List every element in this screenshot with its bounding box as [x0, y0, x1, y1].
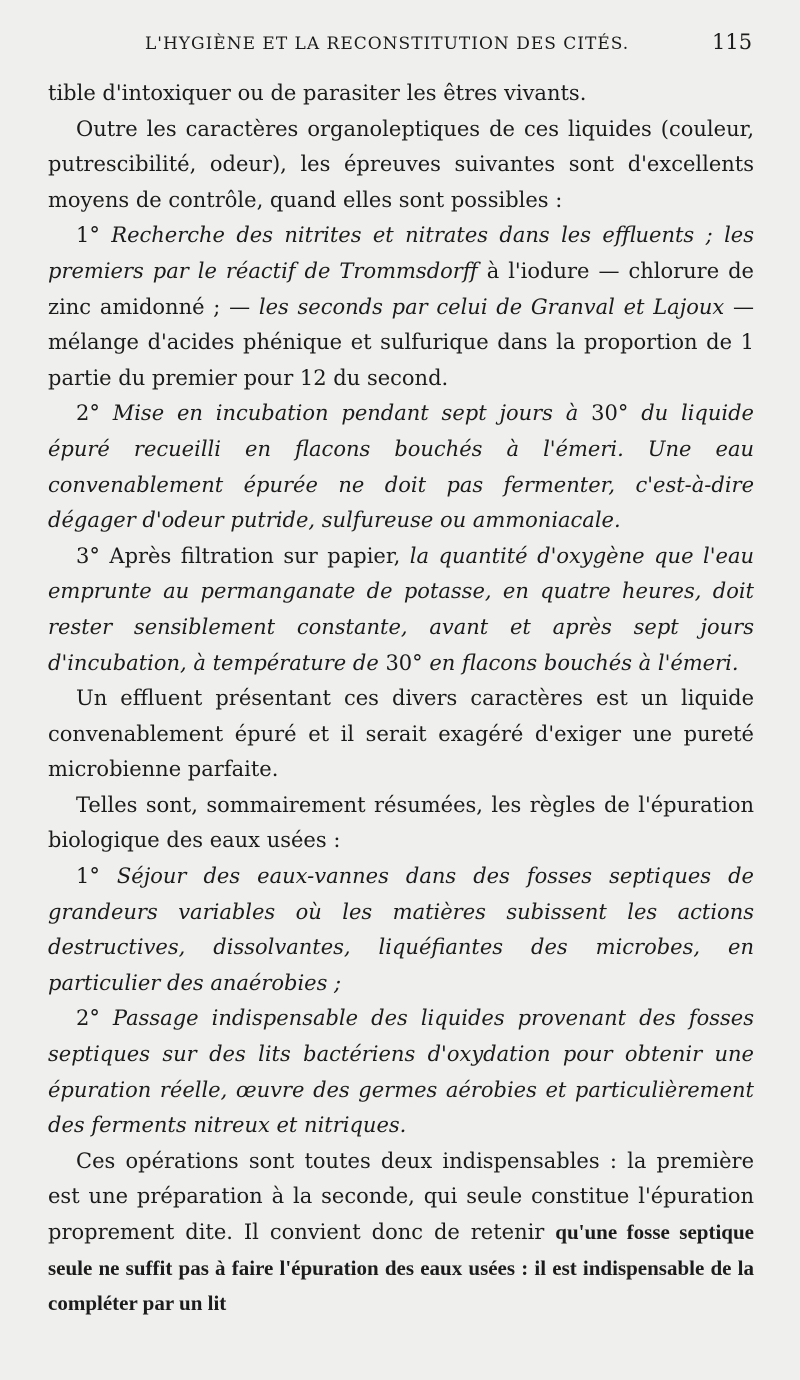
paragraph-2: 1° Recherche des nitrites et nitrates dans les effluents ; les premiers par le réactif de Trommsdorff à l'iodure — chlorure de zinc amidonné ; — les seconds par celui de Granval et Lajoux — mélange d'acides phénique et sulfurique dans la proportion de 1 partie du premier pour 12 du second. — [48, 223, 754, 390]
paragraph-7: 1° Séjour des eaux-vannes dans des fosses septiques de grandeurs variables où les matières subissent les actions destructives, dissolvantes, liquéfiantes des microbes, en particulier des anaérobies ; — [48, 864, 754, 995]
paragraph-4: 3° Après filtration sur papier, la quantité d'oxygène que l'eau emprunte au permanganate de potasse, en quatre heures, doit rester sensiblement constante, avant et après sept jours d'incubation, à température de 30° en flacons bouchés à l'émeri. — [48, 543, 755, 675]
paragraph-9: Ces opérations sont toutes deux indispensables : la première est une préparation à la seconde, qui seule constitue l'épuration proprement dite. Il convient donc de retenir qu'une fosse septique seule ne suffit pas à faire l'épuration des eaux usées : il est indispensable de la compléter par un lit — [48, 1148, 754, 1316]
paragraph-8: 2° Passage indispensable des liquides provenant des fosses septiques sur des lits bactériens d'oxydation pour obtenir une épuration réelle, œuvre des germes aérobies et particulièrement des ferments nitreux et nitriques. — [48, 1006, 754, 1138]
paragraph-5: Un effluent présentant ces divers caractères est un liquide convenablement épuré et il serait exagéré d'exiger une pureté microbienne parfaite. — [48, 686, 754, 782]
paragraph-1: Outre les caractères organoleptiques de ces liquides (couleur, putrescibilité, odeur), les épreuves suivantes sont d'excellents moyens de contrôle, quand elles sont possibles : — [48, 116, 754, 212]
paragraph-6: Telles sont, sommairement résumées, les règles de l'épuration biologique des eaux usées : — [48, 792, 754, 853]
paragraph-3: 2° Mise en incubation pendant sept jours à 30° du liquide épuré recueilli en flacons bouchés à l'émeri. Une eau convenablement épurée ne doit pas fermenter, c'est-à-dire dégager d'odeur putride, sulfureuse ou ammoniacale. — [48, 401, 754, 533]
page-number: 115 — [712, 30, 753, 54]
running-title: L'HYGIÈNE ET LA RECONSTITUTION DES CITÉS. — [145, 34, 630, 54]
paragraph-0: tible d'intoxiquer ou de parasiter les êtres vivants. — [48, 81, 587, 105]
running-header — [0, 30, 800, 60]
page-body — [48, 76, 754, 1322]
